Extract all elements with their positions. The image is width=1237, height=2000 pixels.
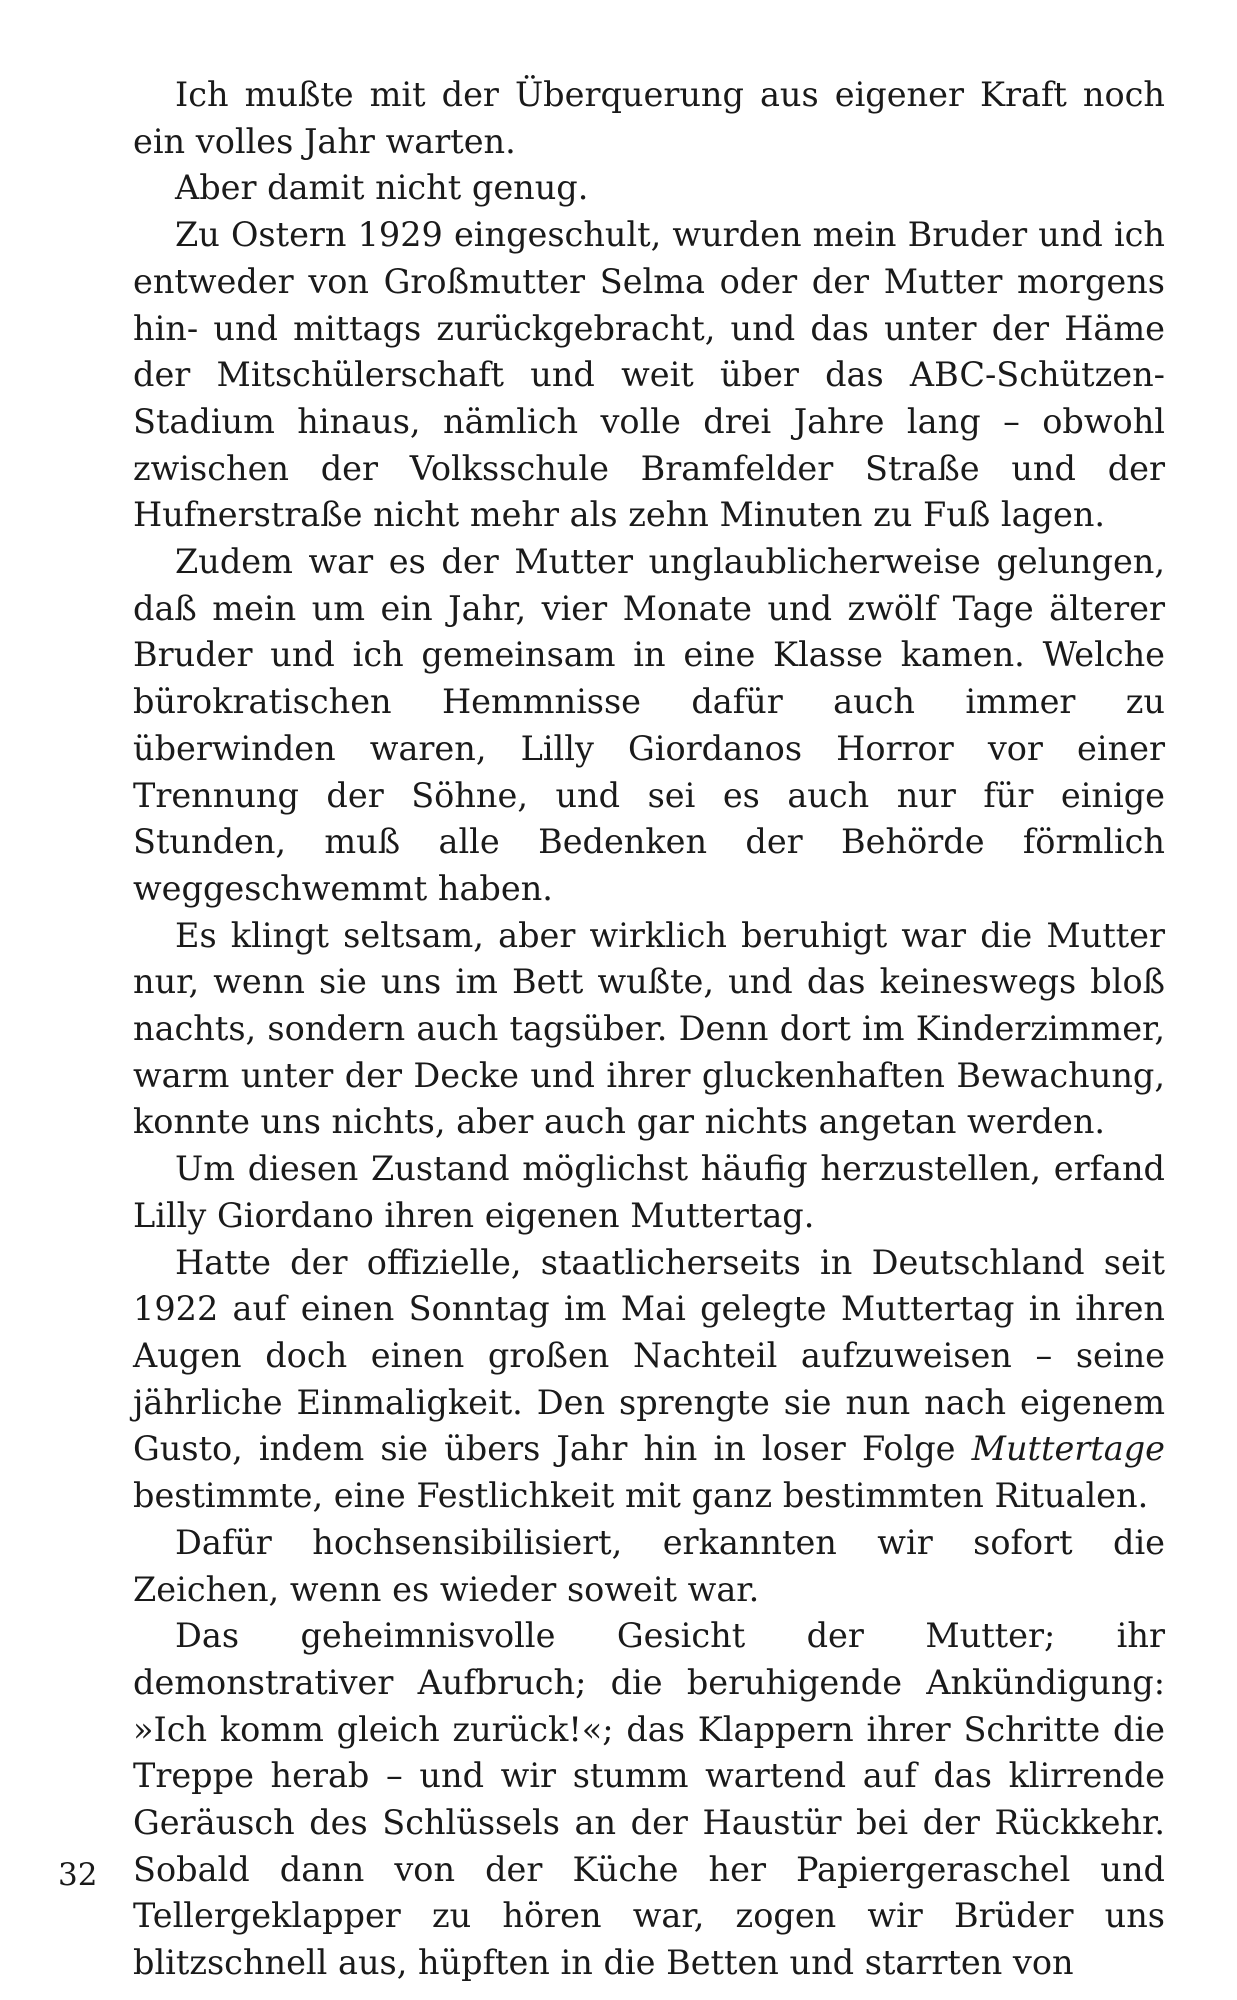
paragraph-6: Um diesen Zustand möglichst häufig herzustellen, erfand Lilly Giordano ihren eigenen Muttertag. — [133, 1149, 1165, 1235]
paragraph-5: Es klingt seltsam, aber wirklich beruhigt war die Mutter nur, wenn sie uns im Bett wußte, und das keineswegs bloß nachts, sondern auch tagsüber. Denn dort im Kinderzimmer, warm unter der Decke und ihrer gluckenhaften Bewachung, konnte uns nichts, aber auch gar nichts angetan werden. — [133, 915, 1165, 1142]
paragraph-7 — [133, 1240, 1165, 1520]
paragraph-7-text-before: Hatte der offizielle, staatlicherseits in Deutschland seit 1922 auf einen Sonntag im Mai gelegte Muttertag in ihren Augen doch einen großen Nachteil aufzuweisen – seine jährliche Einmaligkeit. Den sprengte sie nun nach eigenem Gusto, indem sie übers Jahr hin in loser Folge — [133, 1242, 1165, 1469]
body-text — [133, 72, 1165, 1987]
paragraph-3: Zu Ostern 1929 eingeschult, wurden mein Bruder und ich entweder von Großmutter Selma oder der Mutter morgens hin- und mittags zurückgebracht, und das unter der Häme der Mitschülerschaft und weit über das ABC-Schützen-Stadium hinaus, nämlich volle drei Jahre lang – obwohl zwischen der Volksschule Bramfelder Straße und der Hufnerstraße nicht mehr als zehn Minuten zu Fuß lagen. — [133, 215, 1165, 535]
paragraph-8: Dafür hochsensibilisiert, erkannten wir sofort die Zeichen, wenn es wieder soweit war. — [133, 1522, 1165, 1609]
paragraph-7-italic-term: Muttertage — [971, 1429, 1165, 1469]
paragraph-7-text-after: bestimmte, eine Festlichkeit mit ganz bestimmten Ritualen. — [133, 1476, 1149, 1516]
paragraph-1: Ich mußte mit der Überquerung aus eigener Kraft noch ein volles Jahr warten. — [133, 75, 1165, 161]
page-number: 32 — [58, 1857, 98, 1893]
paragraph-9: Das geheimnisvolle Gesicht der Mutter; ihr demonstrativer Aufbruch; die beruhigende Ankündigung: »Ich komm gleich zurück!«; das Klappern ihrer Schritte die Treppe herab – und wir stumm wartend auf das klirrende Geräusch des Schlüssels an der Haustür bei der Rückkehr. Sobald dann von der Küche her Papiergeraschel und Tellergeklapper zu hören war, zogen wir Brüder uns blitzschnell aus, hüpften in die Betten und starrten von — [133, 1616, 1165, 1983]
paragraph-2: Aber damit nicht genug. — [175, 168, 589, 208]
paragraph-4: Zudem war es der Mutter unglaublicherweise gelungen, daß mein um ein Jahr, vier Monate und zwölf Tage älterer Bruder und ich gemeinsam in eine Klasse kamen. Welche bürokratischen Hemmnisse dafür auch immer zu überwinden waren, Lilly Giordanos Horror vor einer Trennung der Söhne, und sei es auch nur für einige Stunden, muß alle Bedenken der Behörde förmlich weggeschwemmt haben. — [133, 542, 1165, 908]
